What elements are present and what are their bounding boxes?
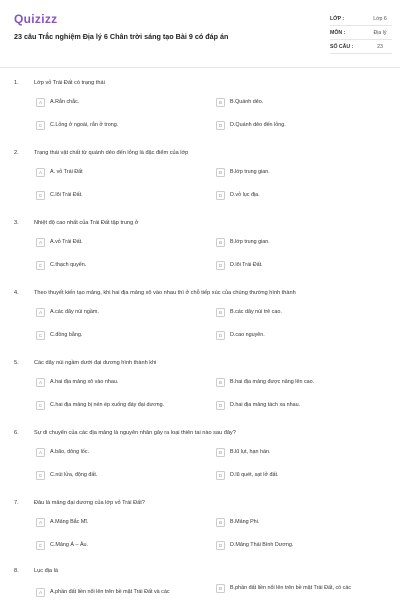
option-letter-box: B [216,168,225,177]
option-b[interactable] [216,168,355,180]
meta-row-subject [330,26,392,40]
option-letter-box: A [36,168,45,177]
option-text: B.phần đất liền nổi lên trên bề mặt Trái Đất, có các [230,585,352,591]
worksheet-header [0,0,400,68]
option-letter-box: B [216,518,225,527]
option-text: C.hai địa mảng bị nén ép xuống đáy đại dương. [50,402,165,408]
option-text: A.phần đất liền nổi lên trên bề mặt Trái Đất và các [50,589,170,595]
option-letter-box: B [216,378,225,387]
option-a[interactable] [36,448,175,460]
meta-value: Địa lý [373,29,387,36]
option-text: B.lớp trung gian. [230,169,270,175]
option-letter-box: B [216,98,225,107]
option-letter-box: C [36,471,45,480]
question-number: 6. [14,430,19,436]
option-letter-box: C [36,401,45,410]
meta-key: SỐ CÂU : [330,43,354,50]
option-b[interactable] [216,308,355,320]
option-a[interactable] [36,518,175,530]
question-number: 7. [14,500,19,506]
option-a[interactable] [36,238,175,250]
option-letter-box: A [36,588,45,597]
option-text: C.đồng bằng. [50,332,83,338]
option-text: D.lũ quét, sạt lở đất. [230,472,279,478]
option-letter-box: C [36,331,45,340]
option-text: C.thạch quyển. [50,262,87,268]
option-c[interactable] [36,261,175,273]
option-letter-box: D [216,331,225,340]
question-text: Lớp vỏ Trái Đất có trạng thái [34,80,105,86]
question-text: Đâu là mảng đại dương của lớp vỏ Trái Đất? [34,500,145,506]
option-a[interactable] [36,98,175,110]
option-d[interactable] [216,471,355,483]
option-letter-box: B [216,238,225,247]
question-text: Sự di chuyển của các địa mảng là nguyên nhân gây ra loại thiên tai nào sau đây? [34,430,236,436]
option-d[interactable] [216,401,355,413]
option-letter-box: D [216,261,225,270]
question-number: 1. [14,80,19,86]
option-text: A.hai địa mảng xô vào nhau. [50,379,119,385]
quizizz-logo[interactable]: Quizizz [14,12,58,26]
option-letter-box: D [216,471,225,480]
option-letter-box: B [216,584,225,593]
option-text: D.vỏ lục địa. [230,192,260,198]
meta-value: 23 [377,43,383,50]
option-text: B.hai địa mảng được nâng lên cao. [230,379,315,385]
option-text: A.vỏ Trái Đất. [50,239,83,245]
option-text: B.lớp trung gian. [230,239,270,245]
option-letter-box: A [36,238,45,247]
meta-row-question-count [330,40,392,54]
option-letter-box: A [36,518,45,527]
option-c[interactable] [36,191,175,203]
option-text: B.các dãy núi trẻ cao. [230,309,282,315]
option-text: A.các dãy núi ngầm. [50,309,99,315]
option-a[interactable] [36,588,175,600]
option-letter-box: C [36,191,45,200]
question-number: 3. [14,220,19,226]
option-text: D.Mảng Thái Bình Dương. [230,542,294,548]
option-letter-box: A [36,448,45,457]
option-d[interactable] [216,121,355,133]
option-text: D.Quánh dẻo đến lỏng. [230,122,286,128]
option-letter-box: D [216,401,225,410]
option-text: B.lũ lụt, hạn hán. [230,449,271,455]
option-text: A.bão, dông lốc. [50,449,89,455]
option-text: C.Mảng Á – Âu. [50,542,89,548]
option-d[interactable] [216,541,355,553]
question-text: Nhiệt độ cao nhất của Trái Đất tập trung ở [34,220,139,226]
question-text: Lục địa là [34,568,58,574]
option-b[interactable] [216,584,355,596]
option-a[interactable] [36,168,175,180]
option-letter-box: B [216,448,225,457]
meta-row-grade [330,12,392,26]
question-number: 8. [14,568,19,574]
option-b[interactable] [216,378,355,390]
option-c[interactable] [36,121,175,133]
option-d[interactable] [216,331,355,343]
option-letter-box: D [216,121,225,130]
question-number: 5. [14,360,19,366]
question-text: Theo thuyết kiến tạo mảng, khi hai địa mảng xô vào nhau thì ở chỗ tiếp xúc của chúng thường hình thành [34,290,296,296]
question-text: Các dãy núi ngầm dưới đại dương hình thành khi [34,360,157,366]
option-text: D.lõi Trái Đất. [230,262,263,268]
option-letter-box: D [216,191,225,200]
option-c[interactable] [36,471,175,483]
option-a[interactable] [36,378,175,390]
option-letter-box: C [36,541,45,550]
option-text: B.Mảng Phi. [230,519,260,525]
option-text: B.Quánh dẻo. [230,99,264,105]
option-text: D.hai địa mảng tách xa nhau. [230,402,301,408]
question-number: 2. [14,150,19,156]
option-text: D.cao nguyên. [230,332,265,338]
option-b[interactable] [216,518,355,530]
option-text: A. vỏ Trái Đất [50,169,83,175]
meta-value: Lớp 6 [373,15,387,22]
option-text: A.Mảng Bắc Mĩ. [50,519,89,525]
meta-key: LỚP : [330,15,345,22]
option-text: C.núi lửa, động đất. [50,472,98,478]
question-text: Trạng thái vật chất từ quánh dẻo đến lỏng là đặc điểm của lớp [34,150,189,156]
option-letter-box: B [216,308,225,317]
option-a[interactable] [36,308,175,320]
option-letter-box: C [36,121,45,130]
option-b[interactable] [216,238,355,250]
option-text: C.Lỏng ở ngoài, rắn ở trong. [50,122,119,128]
option-letter-box: C [36,261,45,270]
worksheet-title: 23 câu Trắc nghiệm Địa lý 6 Chân trời sáng tạo Bài 9 có đáp án [14,32,229,41]
option-text: C.lõi Trái Đất. [50,192,83,198]
option-d[interactable] [216,191,355,203]
option-b[interactable] [216,448,355,460]
option-d[interactable] [216,261,355,273]
option-letter-box: A [36,378,45,387]
question-number: 4. [14,290,19,296]
option-letter-box: A [36,98,45,107]
option-letter-box: D [216,541,225,550]
worksheet-meta [330,12,392,54]
option-letter-box: A [36,308,45,317]
option-c[interactable] [36,331,175,343]
option-text: A.Rắn chắc. [50,99,80,105]
meta-key: MÔN : [330,29,346,36]
option-c[interactable] [36,541,175,553]
option-b[interactable] [216,98,355,110]
option-c[interactable] [36,401,175,413]
